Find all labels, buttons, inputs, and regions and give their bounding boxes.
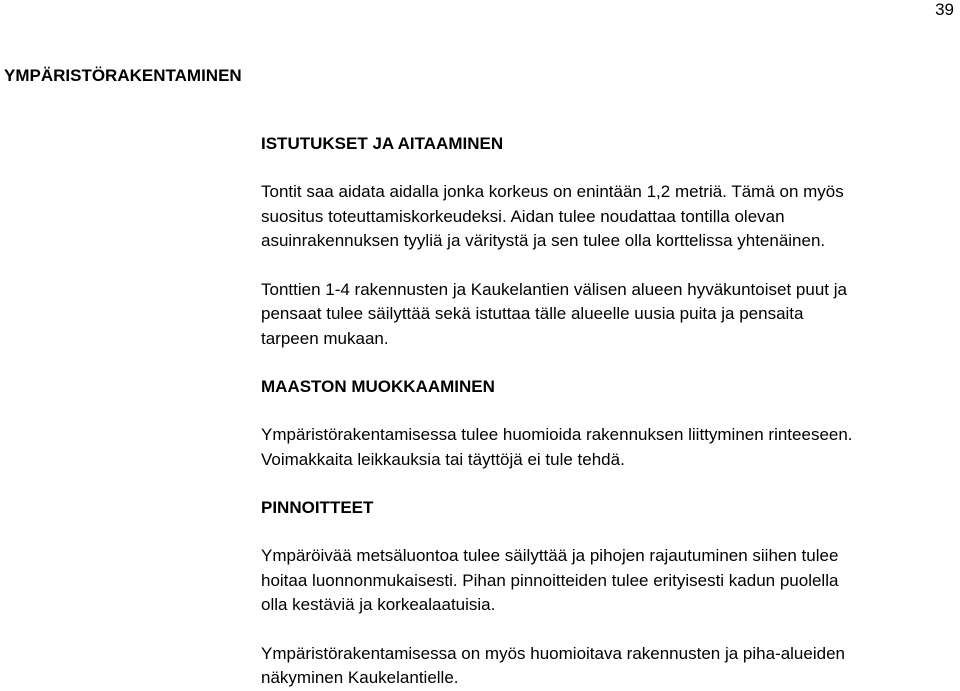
- section-heading-surfaces: PINNOITTEET: [261, 498, 374, 517]
- document-body: [261, 132, 956, 691]
- page-number: 39: [935, 0, 954, 19]
- paragraph-trees: Tonttien 1-4 rakennusten ja Kaukelantien välisen alueen hyväkuntoiset puut ja pensaat tulee säilyttää sekä istuttaa tälle alueelle uusia puita ja pensaita tarpeen mukaan.: [261, 279, 847, 348]
- main-heading: YMPÄRISTÖRAKENTAMINEN: [4, 66, 242, 85]
- paragraph-surfaces: Ympäröivää metsäluontoa tulee säilyttää ja pihojen rajautuminen siihen tulee hoitaa luonnonmukaisesti. Pihan pinnoitteiden tulee erityisesti kadun puolella olla kestäviä ja korkealaatuisia.: [261, 546, 839, 614]
- paragraph-terrain: Ympäristörakentamisessa tulee huomioida rakennuksen liittyminen rinteeseen. Voimakkaita leikkauksia tai täyttöjä ei tule tehdä.: [261, 425, 853, 469]
- paragraph-fencing: Tontit saa aidata aidalla jonka korkeus on enintään 1,2 metriä. Tämä on myös suositus toteuttamiskorkeudeksi. Aidan tulee noudattaa tontilla olevan asuinrakennuksen tyyliä ja väritystä ja sen tulee olla korttelissa yhtenäinen.: [261, 182, 844, 250]
- paragraph-visibility: Ympäristörakentamisessa on myös huomioitava rakennusten ja piha-alueiden näkyminen Kaukelantielle.: [261, 643, 845, 687]
- section-heading-planting: ISTUTUKSET JA AITAAMINEN: [261, 134, 504, 153]
- section-heading-terrain: MAASTON MUOKKAAMINEN: [261, 377, 495, 396]
